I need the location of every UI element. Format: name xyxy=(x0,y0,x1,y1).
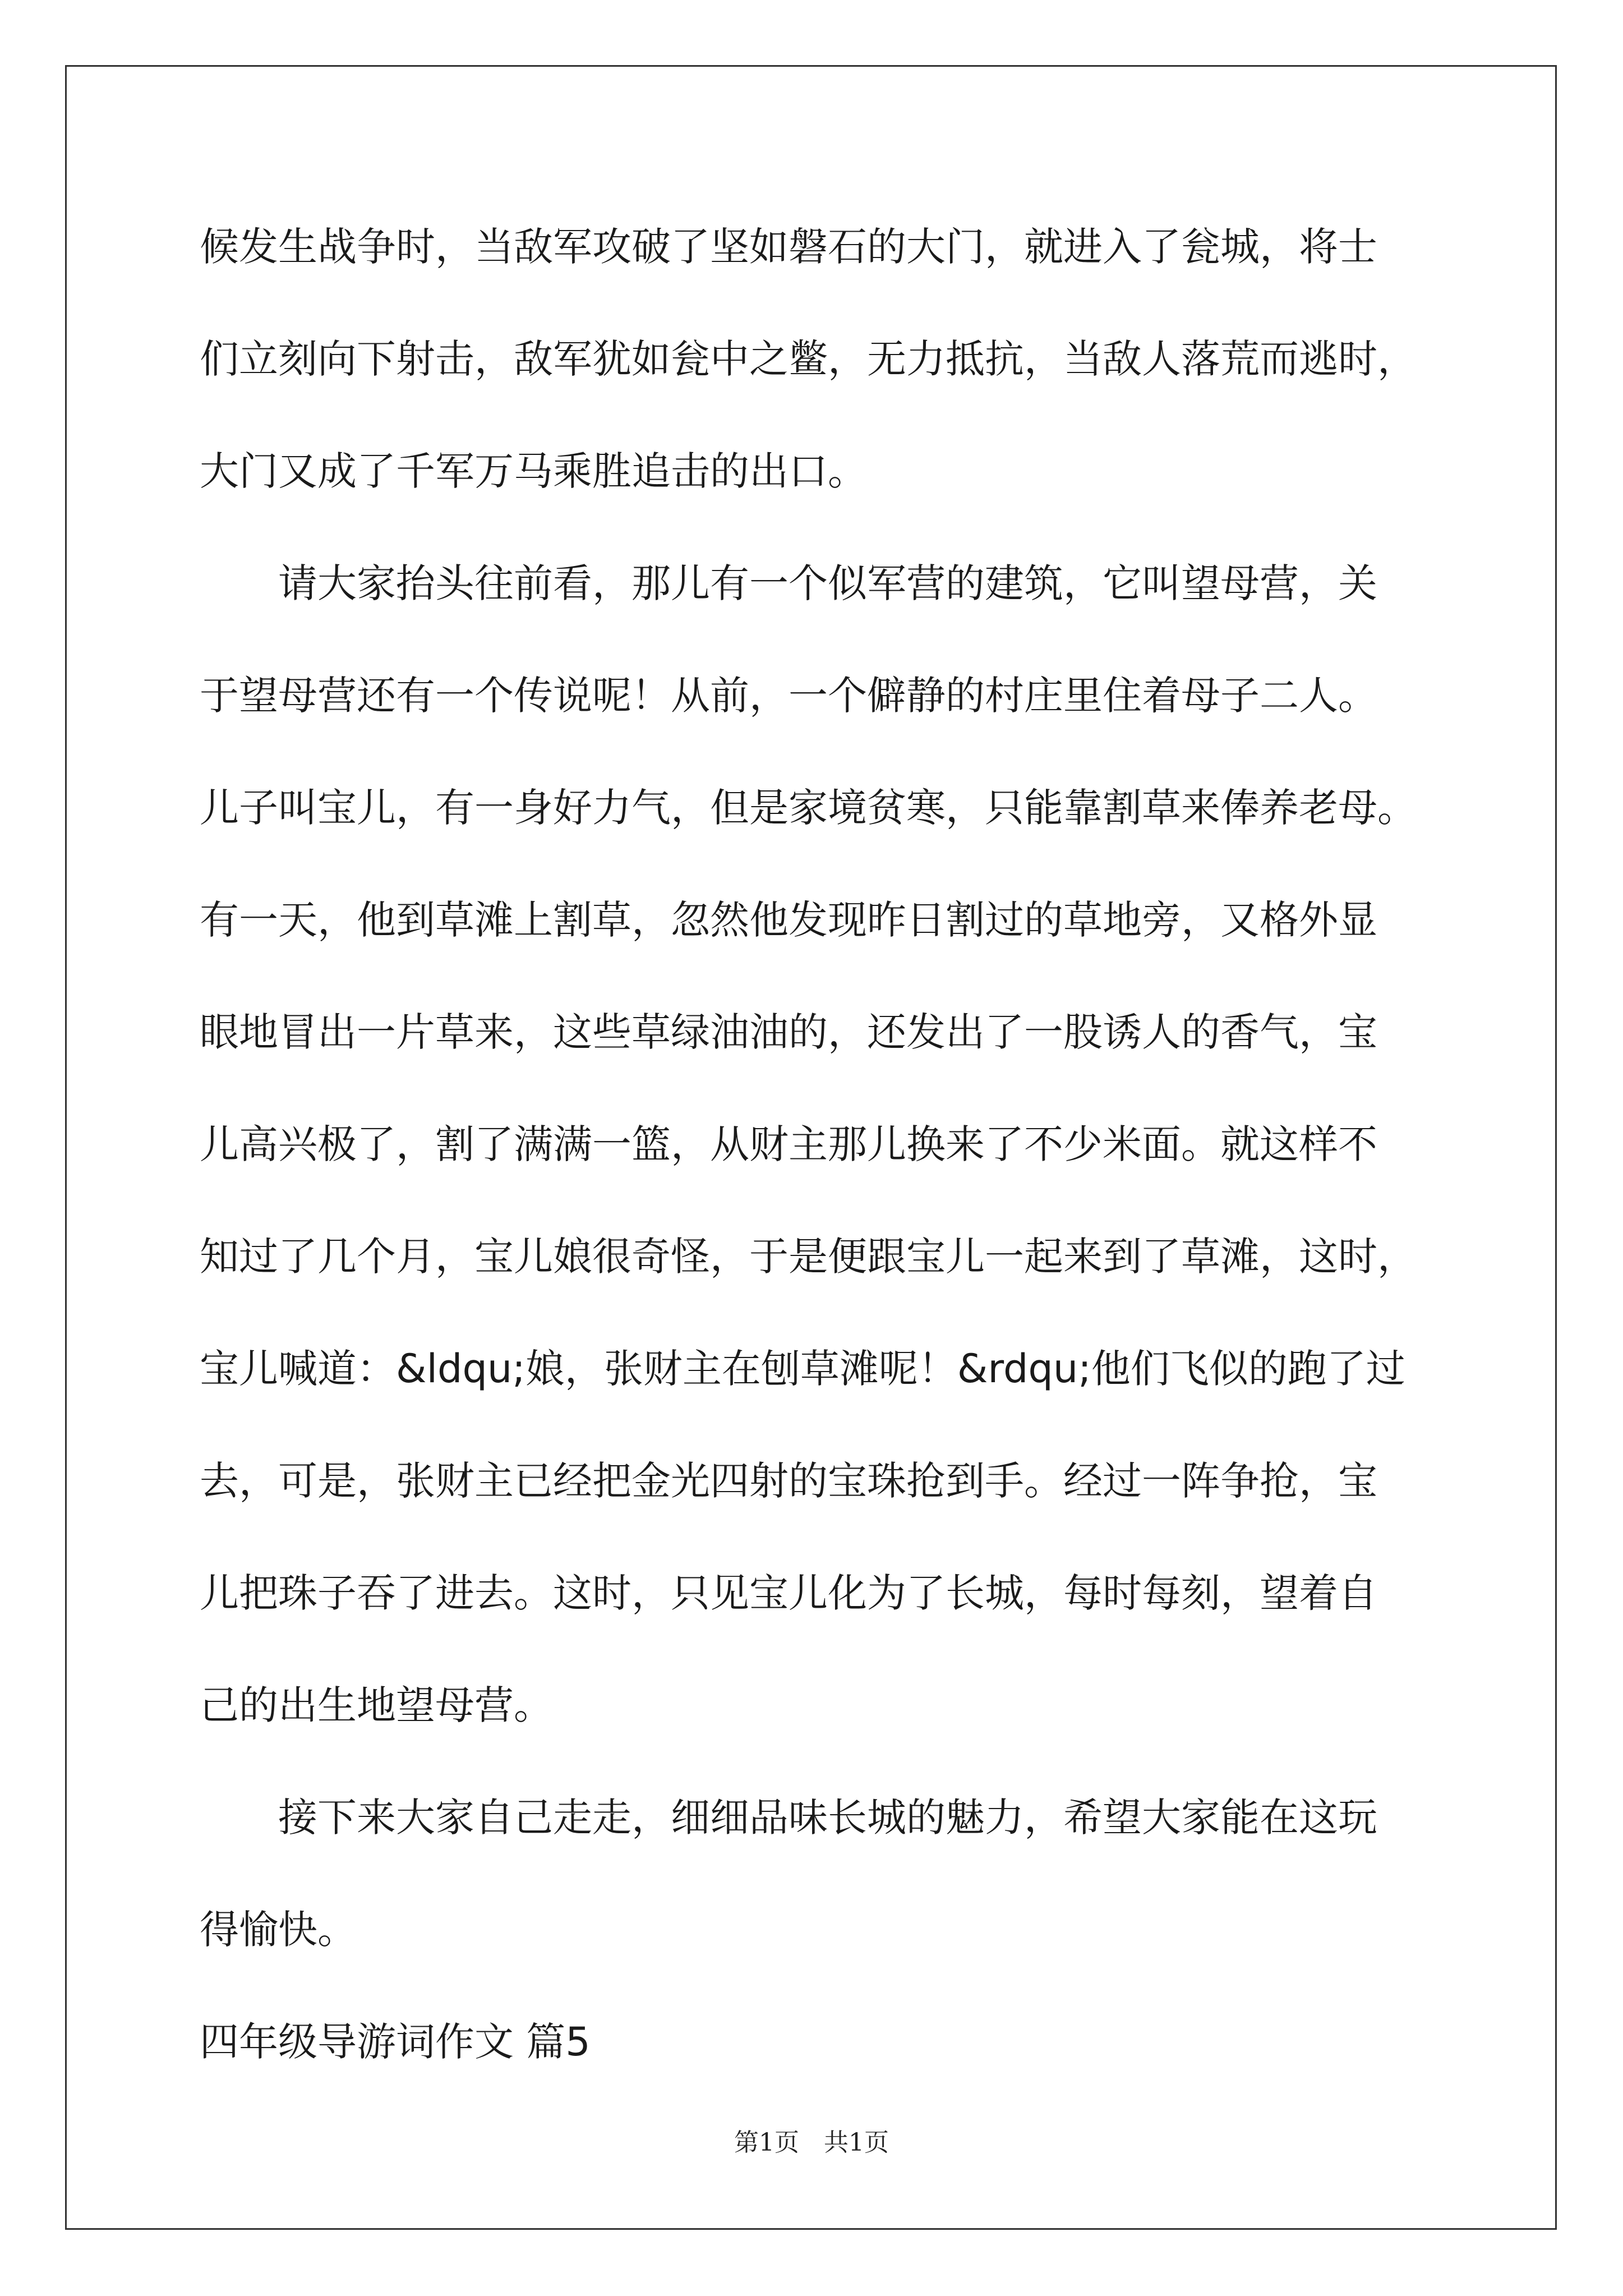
section-heading: 四年级导游词作文 篇5 xyxy=(200,2019,591,2065)
paragraph-start-line: 接下来大家自己走走，细细品味长城的魅力，希望大家能在这玩 xyxy=(200,1795,1377,1841)
text-line: 眼地冒出一片草来，这些草绿油油的，还发出了一股诱人的香气，宝 xyxy=(200,1009,1377,1055)
paragraph-start-line: 请大家抬头往前看，那儿有一个似军营的建筑，它叫望母营，关 xyxy=(200,560,1377,606)
text-line: 有一天，他到草滩上割草，忽然他发现昨日割过的草地旁，又格外显 xyxy=(200,897,1377,943)
text-line: 己的出生地望母营。 xyxy=(200,1682,553,1728)
text-line: 知过了几个月，宝儿娘很奇怪，于是便跟宝儿一起来到了草滩，这时， xyxy=(200,1234,1417,1280)
text-line: 儿把珠子吞了进去。这时，只见宝儿化为了长城，每时每刻，望着自 xyxy=(200,1570,1377,1616)
text-line: 候发生战争时，当敌军攻破了坚如磐石的大门，就进入了瓮城，将士 xyxy=(200,224,1377,270)
text-line: 去，可是，张财主已经把金光四射的宝珠抢到手。经过一阵争抢，宝 xyxy=(200,1458,1377,1504)
text-line: 大门又成了千军万马乘胜追击的出口。 xyxy=(200,448,867,494)
text-line: 儿高兴极了，割了满满一篮，从财主那儿换来了不少米面。就这样不 xyxy=(200,1121,1377,1167)
text-line: 儿子叫宝儿，有一身好力气，但是家境贫寒，只能靠割草来俸养老母。 xyxy=(200,785,1417,831)
text-line: 宝儿喊道：&ldqu;娘，张财主在刨草滩呢！&rdqu;他们飞似的跑了过 xyxy=(200,1346,1405,1392)
text-line: 于望母营还有一个传说呢！从前，一个僻静的村庄里住着母子二人。 xyxy=(200,673,1377,719)
text-line: 们立刻向下射击，敌军犹如瓮中之鳖，无力抵抗，当敌人落荒而逃时， xyxy=(200,336,1417,382)
page-footer: 第1页 共1页 xyxy=(734,2128,889,2157)
text-line: 得愉快。 xyxy=(200,1907,357,1953)
